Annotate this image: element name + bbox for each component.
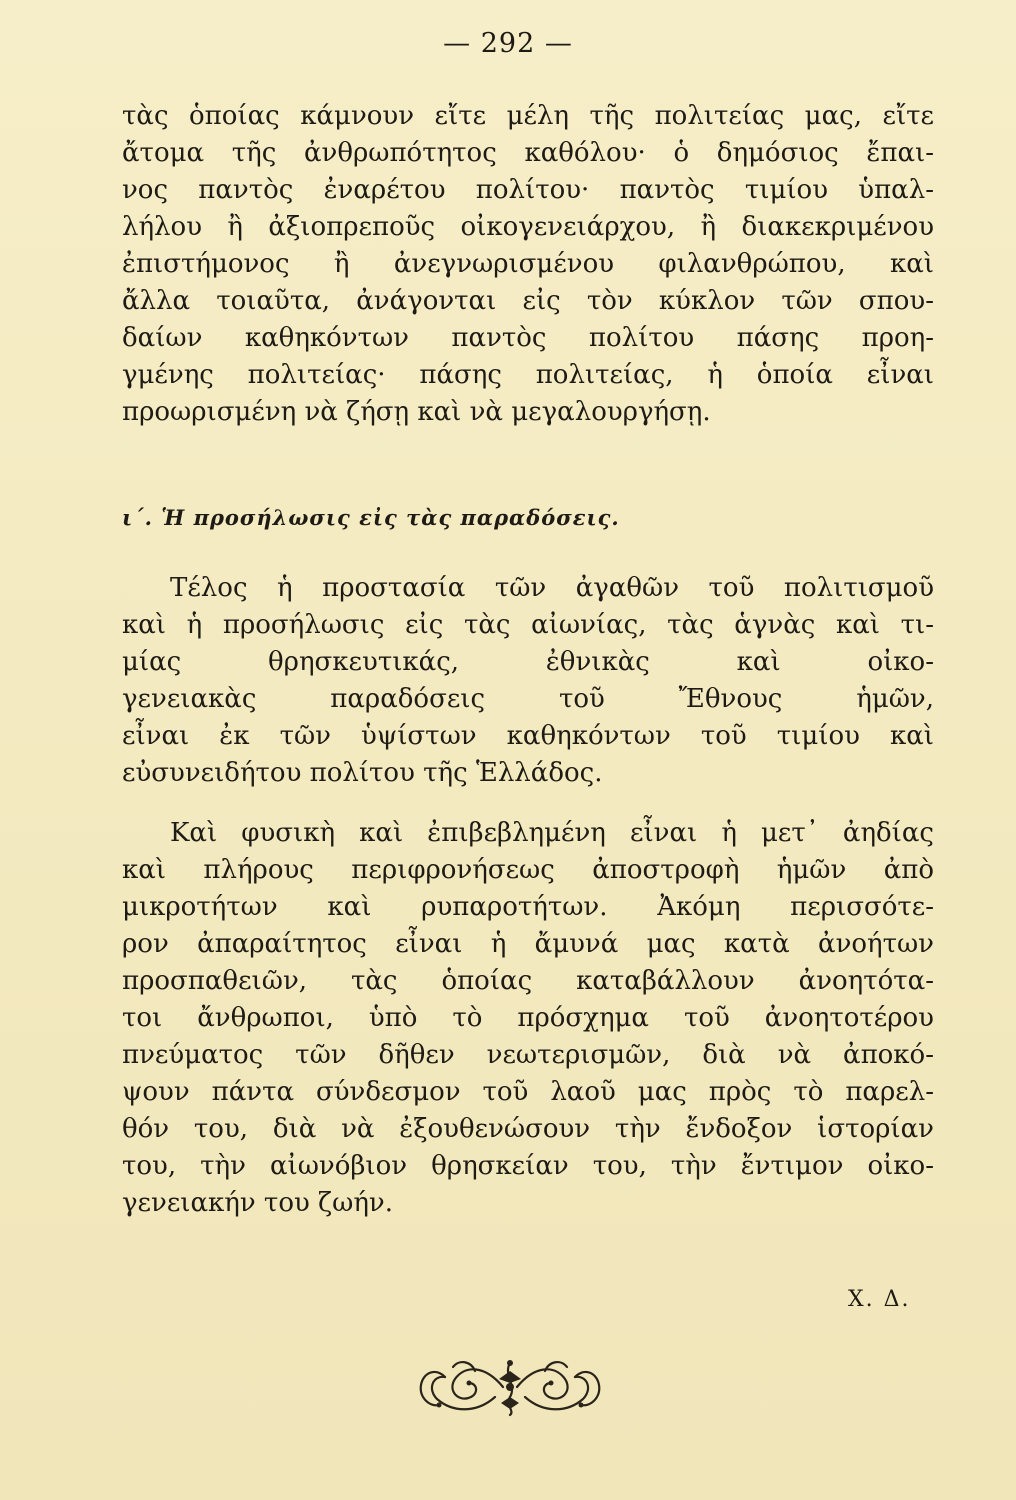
text-line: καὶ πλήρους περιφρονήσεως ἀποστροφὴ ἡμῶν ἀπὸ bbox=[122, 855, 934, 885]
text-line: του, τὴν αἰωνόβιον θρησκείαν του, τὴν ἔντιμον οἰκο- bbox=[122, 1151, 934, 1181]
text-line: ἄλλα τοιαῦτα, ἀνάγονται εἰς τὸν κύκλον τῶν σπου- bbox=[122, 286, 934, 316]
text-line: πνεύματος τῶν δῆθεν νεωτερισμῶν, διὰ νὰ ἀποκό- bbox=[122, 1040, 934, 1070]
text-line: ρον ἀπαραίτητος εἶναι ἡ ἄμυνά μας κατὰ ἀνοήτων bbox=[122, 929, 934, 959]
text-line: μίας θρησκευτικάς, ἐθνικὰς καὶ οἰκο- bbox=[122, 647, 934, 677]
text-line: τοι ἄνθρωποι, ὑπὸ τὸ πρόσχημα τοῦ ἀνοητοτέρου bbox=[122, 1003, 934, 1033]
text-line: ἄτομα τῆς ἀνθρωπότητος καθόλου· ὁ δημόσιος ἔπαι- bbox=[122, 138, 934, 168]
text-line: ψουν πάντα σύνδεσμον τοῦ λαοῦ μας πρὸς τὸ παρελ- bbox=[122, 1077, 934, 1107]
text-line: καὶ ἡ προσήλωσις εἰς τὰς αἰωνίας, τὰς ἁγνὰς καὶ τι- bbox=[122, 610, 934, 640]
paragraph-defense bbox=[122, 815, 934, 1222]
text-line: γενειακήν του ζωήν. bbox=[122, 1188, 393, 1218]
text-line: τὰς ὁποίας κάμνουν εἴτε μέλη τῆς πολιτείας μας, εἴτε bbox=[122, 101, 934, 131]
floral-vignette-icon bbox=[415, 1357, 605, 1417]
text-line: εὐσυνειδήτου πολίτου τῆς Ἑλλάδος. bbox=[122, 758, 603, 788]
text-line: ἐπιστήμονος ἢ ἀνεγνωρισμένου φιλανθρώπου, καὶ bbox=[122, 249, 934, 279]
text-line: γμένης πολιτείας· πάσης πολιτείας, ἡ ὁποία εἶναι bbox=[122, 360, 934, 390]
text-line: προσπαθειῶν, τὰς ὁποίας καταβάλλουν ἀνοητότα- bbox=[122, 966, 934, 996]
text-line: γενειακὰς παραδόσεις τοῦ Ἔθνους ἡμῶν, bbox=[122, 684, 934, 714]
text-line: εἶναι ἐκ τῶν ὑψίστων καθηκόντων τοῦ τιμίου καὶ bbox=[122, 721, 934, 751]
text-line: λήλου ἢ ἀξιοπρεποῦς οἰκογενειάρχου, ἢ διακεκριμένου bbox=[122, 212, 934, 242]
author-initials: Χ. Δ. bbox=[848, 1287, 911, 1312]
text-line: προωρισμένη νὰ ζήσῃ καὶ νὰ μεγαλουργήσῃ. bbox=[122, 397, 711, 427]
paragraph-traditions bbox=[122, 570, 934, 792]
paragraph-continued bbox=[122, 98, 934, 431]
text-line: θόν του, διὰ νὰ ἐξουθενώσουν τὴν ἔνδοξον ἱστορίαν bbox=[122, 1114, 934, 1144]
text-line: δαίων καθηκόντων παντὸς πολίτου πάσης προη- bbox=[122, 323, 934, 353]
page-number: — 292 — bbox=[443, 28, 573, 59]
text-line: Τέλος ἡ προστασία τῶν ἀγαθῶν τοῦ πολιτισμοῦ bbox=[170, 573, 934, 603]
text-line: Καὶ φυσικὴ καὶ ἐπιβεβλημένη εἶναι ἡ μετ᾽ ἀηδίας bbox=[170, 818, 934, 848]
text-line: μικροτήτων καὶ ρυπαροτήτων. Ἀκόμη περισσότε- bbox=[122, 892, 934, 922]
text-line: νος παντὸς ἐναρέτου πολίτου· παντὸς τιμίου ὑπαλ- bbox=[122, 175, 934, 205]
section-heading: ι΄. Ἡ προσήλωσις εἰς τὰς παραδόσεις. bbox=[122, 505, 620, 530]
